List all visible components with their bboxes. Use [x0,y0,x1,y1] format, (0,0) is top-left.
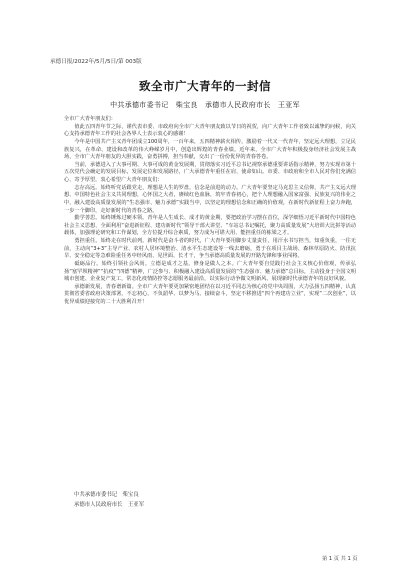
paragraph: 承德新发展，青春谱新篇。全市广大青年要更加紧密地团结在以习近平同志为核心的党中央周围，大力弘扬五四精神，认真贯彻省委省政府决策部署，不忘初心、不负韶华、以梦为马、接续奋斗，坚定不移推进“四个再建功立业”，实现“二次创业”，以优异成绩迎接党的二十大胜利召开！ [64,283,356,305]
paragraph: 勤学善思。始终锤炼过硬本领。青年是人生成长、成才的黄金期，要把政治学习摆在首位，深学细悟习近平新时代中国特色社会主义思想，全面利用“奋进新征程、建功新时代”领导干部大讲堂、“车站总书记嘱托，聚力高质量发展”大培训大比拼等活动载体，加强理论研究和工作谋划，全方位提升综合素质，努力成为可堪大用、能担重任的栋梁之才。 [64,215,356,237]
page-number: 第 1 页 共 1 页 [322,556,358,562]
paragraph: 当前，承德进入了大事可期、大事可成的黄金发展期，贯彻落实习近平总书记视察承德重要讲话指示精神，努力实现市第十五次党代会确定的发展目标，发展定位和发展路径，广大承德青年重任在肩、使命如山。市委、市政府和全市人民对你们充满信心、寄予厚望，衷心希望广大青年朋友们： [64,161,356,183]
author-byline: 中共承德市委书记 柴宝良 承德市人民政府市长 王亚军 [110,101,300,109]
paragraph: 今年是中国共产主义青年团成立100周年，一百年来，五四精神薪火相传，激励着一代又一代青年，坚定远大理想，立足民族复兴，在革命、建设和改革的伟大峥嵘岁月中，创造出辉煌的青春业绩。近年来，全市广大青年积极投身经济社会发展主战场，全市广大青年朋友的大胆实践，奋勇拼搏，担当奉献，交出了一份份优异的青春答卷。 [64,138,356,161]
newspaper-source: 承德日报/2022年/5月/5日/第 003版 [50,59,142,65]
paragraph: 值此五四青年节之际，谨代表市委、市政府向全市广大青年朋友致以节日的祝贺，向广大青年工作者致以诚挚的问候，向关心支持承德青年工作的社会各界人士表示衷心的感谢！ [64,123,356,138]
signature-mayor: 承德市人民政府市长 王亚军 [74,502,145,508]
page-title: 致全市广大青年的一封信 [139,79,271,93]
paragraph: 志存高远。始终听党话跟党走，理想是人生的罗盘，信念是前进的动力。广大青年要坚定马克思主义信仰，共产主义远大理想、中国特色社会主义共同理想，心怀国之大者，赓续红色血脉，筑牢青春初心，把个人理想融入国家富强、民族复兴的伟业之中，融入建设高质量发展的“生态强市、魅力承德”实践当中，以坚定的理想信念和正确的价值观，在新时代新征程上奋力奔跑，一步一个脚印，走好新时代的青春之路。 [64,184,356,214]
letter-body [64,116,356,307]
paragraph: 砥砺品行。始终引领社会风尚。立德是成才之基，修身是做人之本。广大青年要自觉践行社会主义核心价值观，传承弘扬“塞罕坝精神”“抗疫”“四德”精神，广泛参与、积极融入建设高质量发展的“生态强市、魅力承德”总目标，主动投身于全国文明城市创建、企业复产复工，常态化疫情防控等志愿服务最前沿，以实际行动争做文明新风、展现新时代承德青年的良好风貌。 [64,260,356,283]
signature-party-secretary: 中共承德市委书记 柴宝良 [74,492,139,498]
salutation: 全市广大青年朋友们： [64,116,116,122]
paragraph: 勇担重任。始终走在时代前列。新时代是奋斗者的时代，广大青年要用脚步丈量责任，用汗水书写担当，知重负重，一往无前，主动向“3+3”主导产业、农村人居环境整治、清水平生态建设等一线去磨砺，勇于在项目主战场、森林草原防火、防汛抗旱、安全稳定等急难险重任务中经风雨、见世面、长才干，争当承德高质量发展的开路先锋和事业闯将。 [64,238,356,260]
